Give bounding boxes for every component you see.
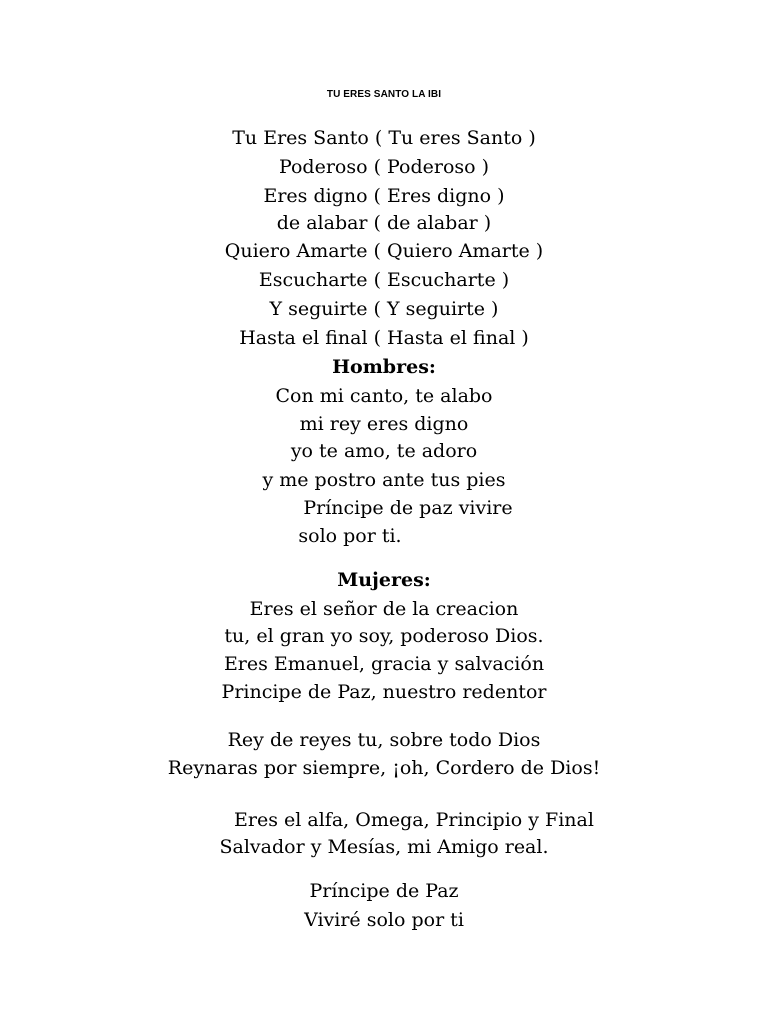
- lyric-line: Príncipe de Paz: [309, 880, 459, 902]
- lyric-line: Eres Emanuel, gracia y salvación: [223, 653, 545, 675]
- section-heading-hombres: Hombres:: [332, 356, 436, 378]
- lyric-line: Reynaras por siempre, ¡oh, Cordero de Dios!: [167, 757, 601, 779]
- lyric-line: Eres el alfa, Omega, Principio y Final: [234, 809, 594, 831]
- lyric-line: solo por ti.: [298, 525, 402, 547]
- lyric-line: Principe de Paz, nuestro redentor: [221, 681, 547, 703]
- lyric-line: mi rey eres digno: [299, 413, 469, 435]
- lyric-line: Con mi canto, te alabo: [275, 385, 493, 407]
- lyric-line: yo te amo, te adoro: [290, 440, 478, 462]
- lyric-line: y me postro ante tus pies: [262, 469, 506, 491]
- lyric-line: Viviré solo por ti: [304, 909, 464, 931]
- lyric-line: Poderoso ( Poderoso ): [278, 156, 490, 178]
- lyric-line: Rey de reyes tu, sobre todo Dios: [227, 729, 541, 751]
- lyric-line: Y seguirte ( Y seguirte ): [269, 298, 499, 320]
- lyric-line: Quiero Amarte ( Quiero Amarte ): [224, 240, 544, 262]
- lyric-line: Tu Eres Santo ( Tu eres Santo ): [232, 127, 536, 149]
- lyric-line: Salvador y Mesías, mi Amigo real.: [219, 836, 549, 858]
- lyric-line: Eres el señor de la creacion: [249, 598, 519, 620]
- lyric-line: Escucharte ( Escucharte ): [258, 269, 510, 291]
- lyric-line: Eres digno ( Eres digno ): [263, 185, 505, 207]
- lyric-line: Príncipe de paz vivire: [303, 497, 513, 519]
- section-heading-mujeres: Mujeres:: [337, 569, 431, 591]
- lyric-line: de alabar ( de alabar ): [276, 212, 492, 234]
- lyric-line: Hasta el final ( Hasta el final ): [239, 327, 529, 349]
- lyric-line: tu, el gran yo soy, poderoso Dios.: [224, 625, 544, 647]
- song-title: TU ERES SANTO LA IBI: [326, 89, 442, 100]
